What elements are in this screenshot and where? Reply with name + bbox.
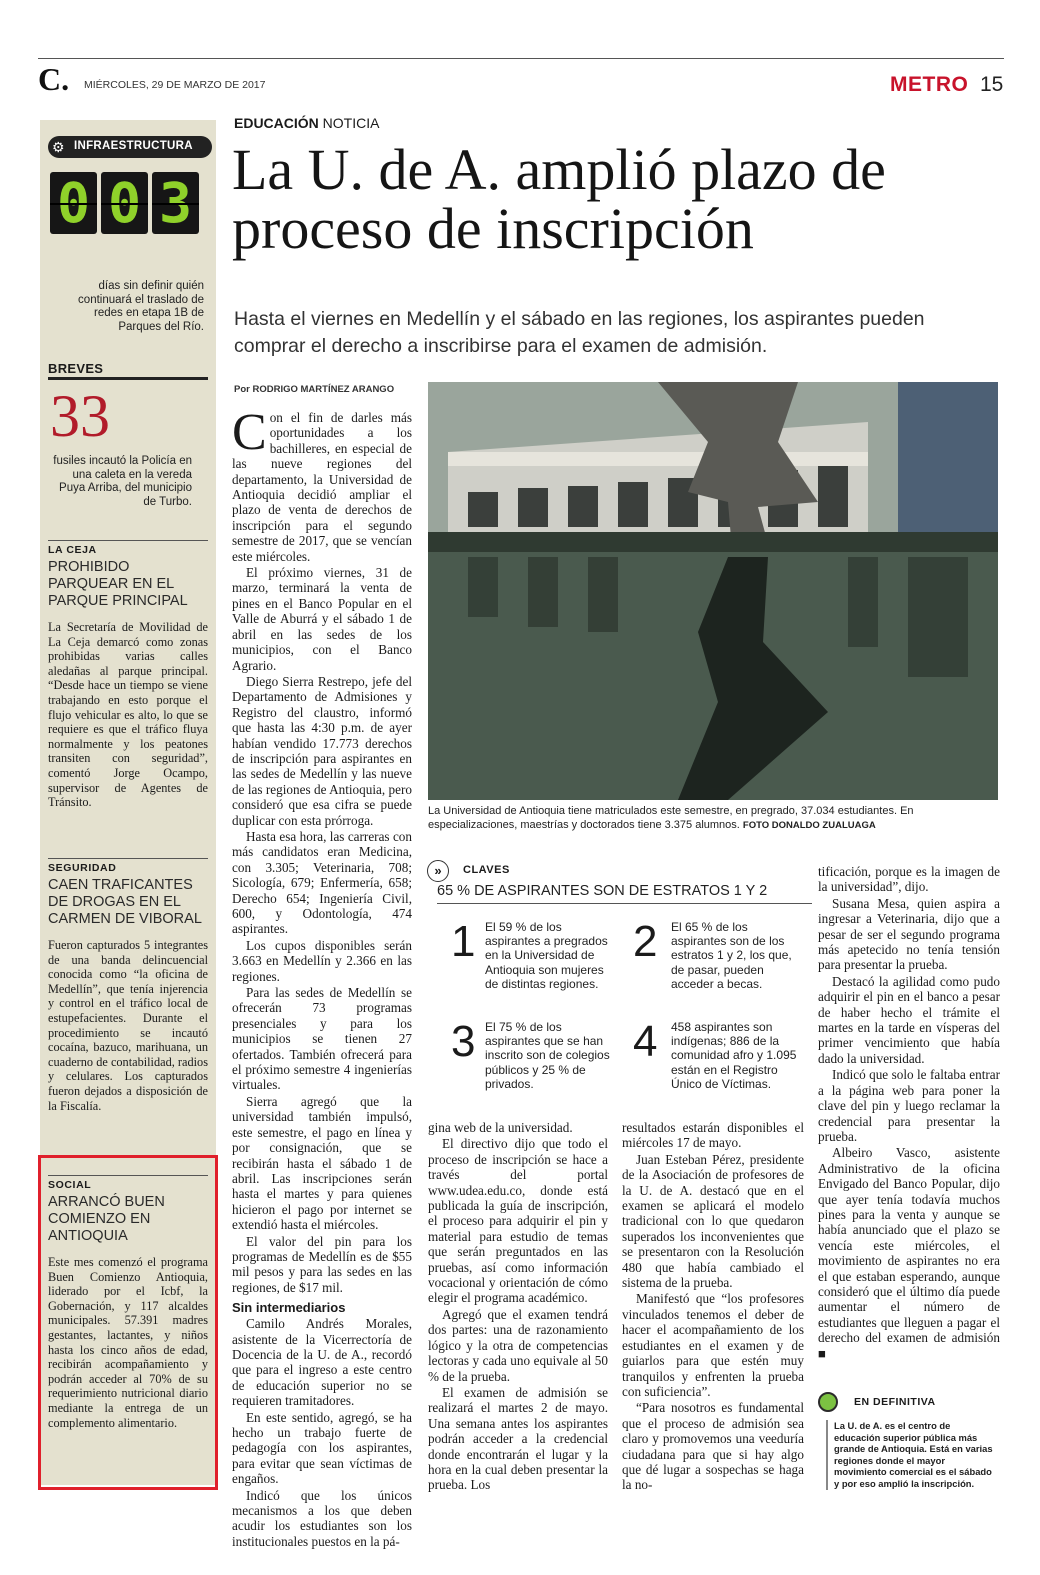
paragraph: Agregó que el examen tendrá dos partes: una de razonamiento lógico y la otra de competencias lectoras y cada uno equivale al 50 % de la prueba. xyxy=(428,1306,608,1384)
laceja-story xyxy=(48,540,208,811)
clave-text: El 65 % de los aspirantes son de los estratos 1 y 2, los que, de pasar, pueden acceder a becas. xyxy=(671,920,792,991)
photo-caption xyxy=(428,804,1003,833)
gear-icon: ⚙ xyxy=(52,139,65,155)
paragraph: Juan Esteban Pérez, presidente de la Asociación de profesores de la U. de A. destacó que en el examen se aplicará el modelo tradicional con lo que quedaron superados los inconvenientes que se presentaron con la Resolución 480 que había cambiado el sistema de la prueba. xyxy=(622,1151,804,1291)
claves-label: CLAVES xyxy=(463,864,510,876)
story-kicker: SOCIAL xyxy=(48,1175,208,1191)
article-type: NOTICIA xyxy=(322,115,380,131)
page-number: 15 xyxy=(980,73,1004,96)
photo-illustration xyxy=(428,382,998,800)
story-body: Fueron capturados 5 integrantes de una banda delincuencial conocida como “la oficina de Medellín”, que tenía injerencia y control en el tráfico local de estupefacientes. Durante el procedimiento se incautó cocaína, bazuco, marihuana, un cuaderno de contabilidad, radios y celulares. Los capturados fueron dejados a disposición de la Fiscalía. xyxy=(48,938,208,1113)
article-column-3 xyxy=(622,1120,804,1494)
paragraph: Manifestó que “los profesores vinculados tenemos el deber de hacer el acompañamiento de los estudiantes en el examen y de guiarlos para que estén muy tranquilos y enfrenten la prueba con suficiencia”. xyxy=(622,1291,804,1399)
counter-caption: días sin definir quién continuará el traslado de redes en etapa 1B de Parques del Río. xyxy=(78,280,204,333)
clave-text: El 59 % de los aspirantes a pregrados en la Universidad de Antioquia son mujeres de distintas regiones. xyxy=(485,920,608,991)
target-icon xyxy=(818,1392,838,1412)
day-counter xyxy=(50,172,220,234)
story-kicker: SEGURIDAD xyxy=(48,858,208,874)
paragraph: gina web de la universidad. xyxy=(428,1120,573,1135)
en-definitiva-box xyxy=(818,1392,1000,1488)
story-title: PROHIBIDO PARQUEAR EN EL PARQUE PRINCIPAL xyxy=(48,559,188,609)
article-column-2 xyxy=(428,1120,608,1494)
story-body: Este mes comenzó el programa Buen Comienzo Antioquia, liderado por el Icbf, la Gobernación, y 117 alcaldes municipales. 57.391 madres gestantes, lactantes, y niños hasta los cinco años de edad, recibirán acompañamiento y podrán acceder al 70% de su requerimiento nutricional diario mediante la entrega de un complemento alimentario. xyxy=(48,1255,208,1430)
story-title: CAEN TRAFICANTES DE DROGAS EN EL CARMEN DE VIBORAL xyxy=(48,877,202,927)
story-body: La Secretaría de Movilidad de La Ceja demarcó como zonas prohibidas varias calles aledañas al parque principal. “Desde hace un tiempo se viene trabajando en esto porque el flujo vehicular es alto, lo que se requiere es que el tráfico fluya normalmente y los peatones transiten con seguridad”, comentó Jorge Ocampo, supervisor de Agentes de Tránsito. xyxy=(48,620,208,810)
photo-university xyxy=(428,382,998,800)
counter-digit: 0 xyxy=(50,172,97,234)
claves-box xyxy=(427,858,812,1108)
article-section xyxy=(234,115,379,131)
clave-number: 2 xyxy=(633,917,658,966)
caption-text: La Universidad de Antioquia tiene matriculados este semestre, en pregrado, 37.034 estudiantes. En especializaciones, maestrías y doctorados tiene 3.375 alumnos. xyxy=(428,805,914,831)
article-column-1 xyxy=(232,404,412,1550)
clave-text: 458 aspirantes son indígenas; 886 de la comunidad afro y 1.095 están en el Registro Único de Víctimas. xyxy=(671,1020,797,1091)
paragraph: Con el fin de darles más oportunidades a los bachilleres, en especial de las nueve regiones del departamento, la Universidad de Antioquia decidió ampliar el plazo de venta de derechos de inscripción para el segundo semestre de 2017, que se vencían este miércoles. xyxy=(232,404,412,564)
newspaper-logo: C. xyxy=(38,61,70,97)
deck: Hasta el viernes en Medellín y el sábado en las regiones, los aspirantes pueden comprar el derecho a inscribirse para el examen de admisión. xyxy=(234,308,925,357)
claves-title: 65 % DE ASPIRANTES SON DE ESTRATOS 1 Y 2 xyxy=(437,883,812,904)
breves-caption: fusiles incautó la Policía en una caleta en la vereda Puya Arriba, del municipio de Turbo. xyxy=(53,455,192,508)
paragraph: El examen de admisión se realizará el martes 2 de mayo. Una semana antes los aspirantes podrán acceder a la credencial donde encontrarán el lugar y la hora en la cual deben presentar la prueba. Los xyxy=(428,1384,608,1493)
paragraph: Albeiro Vasco, asistente Administrativo de la oficina Envigado del Banco Popular, dijo que ayer tenía todavía muchos pines para la venta y aunque se había anunciado que el plazo se vencía este miércoles, el movimiento de aspirantes no era el que estaban esperando, aunque consideró que el último día puede aumentar el número de estudiantes que lleguen a pagar el derecho del examen de admisión ■ xyxy=(818,1145,1000,1361)
clave-text: El 75 % de los aspirantes que se han inscrito son de colegios públicos y 25 % de privados. xyxy=(485,1020,610,1091)
article-column-4 xyxy=(818,864,1000,1362)
issue-date: MIÉRCOLES, 29 DE MARZO DE 2017 xyxy=(84,79,266,91)
paragraph: Hasta esa hora, las carreras con más candidatos eran Medicina, con 3.305; Veterinaria, 708; Sicología, 679; Enfermería, 658; Derecho 654; Ingeniería Civil, 600, y Odontología, 474 aspirantes. xyxy=(232,828,412,937)
seguridad-story xyxy=(48,858,208,1114)
paragraph: Para las sedes de Medellín se ofrecerán 73 programas presenciales y para los municipios se tienen 27 ofertados. También ofrecerá para el próximo semestre 4 ingenierías virtuales. xyxy=(232,985,412,1093)
clave-number: 3 xyxy=(451,1017,476,1066)
clave-number: 4 xyxy=(633,1017,658,1066)
infra-badge xyxy=(48,136,212,158)
story-kicker: LA CEJA xyxy=(48,540,208,556)
drop-cap: C xyxy=(232,404,267,461)
paragraph: Diego Sierra Restrepo, jefe del Departamento de Admisiones y Registro del claustro, informó que hasta las 4:30 p.m. de ayer habían vendido 17.773 derechos de inscripción para aspirantes en las sedes de Medellín y las nueve de las regiones de Antioquia, pero consideró que esa cifra se puede duplicar con esta prórroga. xyxy=(232,673,412,828)
byline: Por RODRIGO MARTÍNEZ ARANGO xyxy=(234,384,395,395)
paragraph: Susana Mesa, quien aspira a ingresar a Veterinaria, dijo que a pesar de ser el segundo programa más apetecido no tenía tensión para presentar la prueba. xyxy=(818,895,1000,973)
social-story xyxy=(48,1175,208,1431)
counter-digit: 3 xyxy=(152,172,199,234)
headline: La U. de A. amplió plazo de proceso de inscripción xyxy=(232,137,886,261)
paragraph: resultados estarán disponibles el miércoles 17 de mayo. xyxy=(622,1120,804,1151)
infra-label: INFRAESTRUCTURA xyxy=(74,140,193,152)
chevron-right-icon: » xyxy=(427,860,449,882)
photo-credit: FOTO DONALDO ZUALUAGA xyxy=(742,820,876,831)
paragraph: Indicó que los únicos mecanismos a los que deben acudir los estudiantes son los institucionales puestos en la pá- xyxy=(232,1487,412,1549)
paragraph: El valor del pin para los programas de Medellín es de $55 mil pesos y para las sedes en las regiones, de $17 mil. xyxy=(232,1233,412,1295)
section-kicker: EDUCACIÓN xyxy=(234,115,319,131)
clave-number: 1 xyxy=(451,917,476,966)
en-definitiva-label: EN DEFINITIVA xyxy=(854,1396,936,1408)
story-title: ARRANCÓ BUEN COMIENZO EN ANTIOQUIA xyxy=(48,1194,165,1244)
paragraph: tificación, porque es la imagen de la universidad”, dijo. xyxy=(818,864,1000,895)
paragraph: El próximo viernes, 31 de marzo, terminará la venta de pines en el Banco Popular en el Valle de Aburrá y el sábado 1 de abril en las sedes de los municipios, con el Banco Agrario. xyxy=(232,565,412,673)
paragraph: Los cupos disponibles serán 3.663 en Medellín y 2.366 en las regiones. xyxy=(232,937,412,984)
subhead: Sin intermediarios xyxy=(232,1300,346,1316)
breves-label: BREVES xyxy=(48,361,104,376)
paragraph: Destacó la agilidad como pudo adquirir el pin en el banco a pesar de haber hecho el trámite el martes en la tarde en vísperas del primer vencimiento que había dado la universidad. xyxy=(818,973,1000,1066)
counter-digit: 0 xyxy=(101,172,148,234)
paragraph: Camilo Andrés Morales, asistente de la Vicerrectoría de Docencia de la U. de A., recordó que para el ingreso a este centro de educación superior no se requieren tramitadores. xyxy=(232,1316,412,1409)
breves-number: 33 xyxy=(50,383,110,449)
paragraph: El directivo dijo que todo el proceso de inscripción se hace a través del portal www.udea.edu.co, donde está publicada la guía de inscripción, el proceso para adquirir el pin y material para estudio de temas que serán preguntados en las pruebas, así como información vocacional y orientación de cómo elegir el programa académico. xyxy=(428,1136,608,1306)
section-name: METRO xyxy=(890,73,969,96)
page-header xyxy=(38,58,1004,102)
paragraph: Indicó que solo le faltaba entrar a la página web para poner la clave del pin y luego reclamar la credencial para presentar la prueba. xyxy=(818,1067,1000,1144)
breves-header xyxy=(48,360,208,380)
paragraph: Sierra agregó que la universidad también impulsó, este semestre, el pago en línea y por consignación, que se recibirán hasta el sábado 1 de abril. Las inscripciones serán hasta el martes y para quienes hicieron el pago por internet se extendió hasta el miércoles. xyxy=(232,1093,412,1233)
paragraph: En este sentido, agregó, se ha hecho un trabajo fuerte de pedagogía con los aspirantes, para evitar que sean víctimas de engaños. xyxy=(232,1409,412,1487)
en-definitiva-text: La U. de A. es el centro de educación superior pública más grande de Antioquia. Está en varias regiones donde el mayor movimiento comercial es el sábado y por eso amplió la inscripción. xyxy=(826,1420,998,1490)
paragraph: “Para nosotros es fundamental que el proceso de admisión sea claro y promovemos una veeduría ciudadana para que si hay algo que dé lugar a sospechas se haga la no- xyxy=(622,1400,804,1493)
